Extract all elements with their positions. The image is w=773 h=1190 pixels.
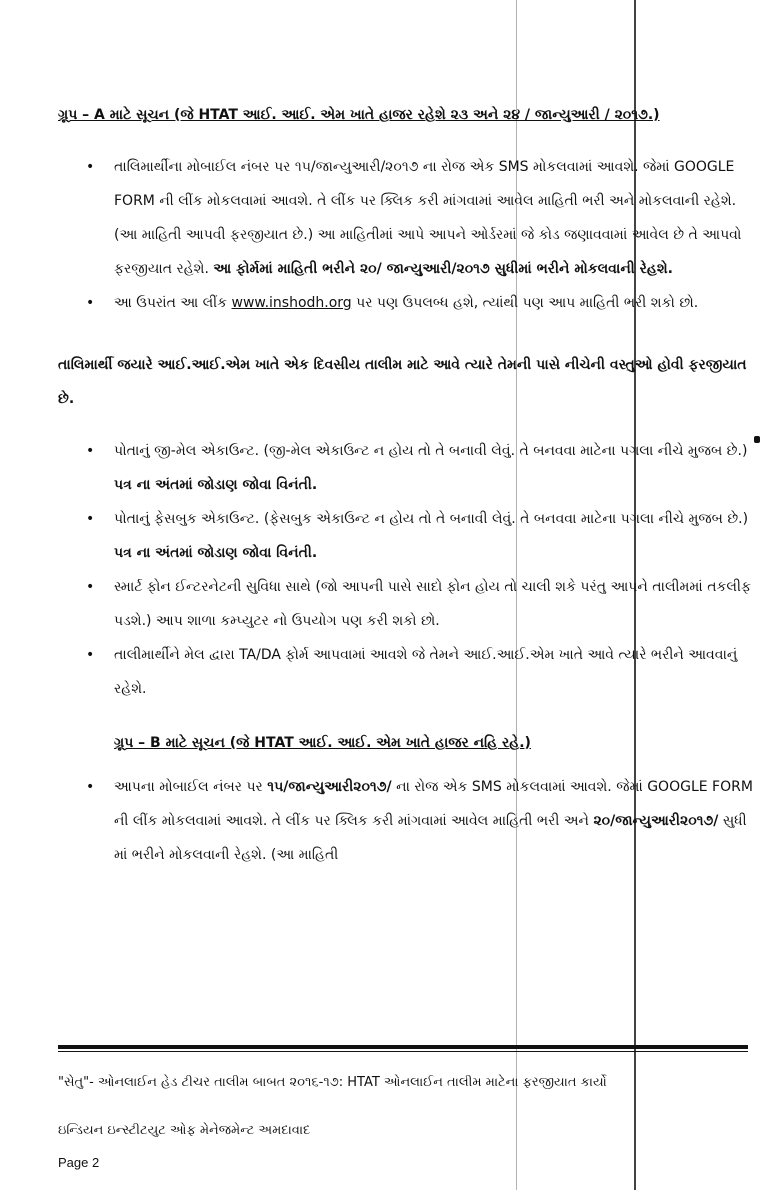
footer-divider-thin	[58, 1051, 748, 1052]
scan-speck	[754, 436, 760, 443]
list-item	[58, 286, 753, 320]
list-item-bold-text: ૨૦/જાન્યુઆરી૨૦૧૭/	[593, 813, 719, 829]
bullet-icon: •	[86, 159, 95, 175]
list-item-text: સ્માર્ટ ફોન ઈન્ટરનેટની સુવિધા સાથે (જો આપની પાસે સાદો ફોન હોય તો ચાલી શકે પરંતુ આપને તાલીમમાં તકલીફ પડશે.) આપ શાળા કમ્પ્યુટર નો ઉપયોગ પણ કરી શકો છો.	[114, 579, 751, 629]
list-item	[58, 434, 753, 502]
intro-paragraph: તાલિમાર્થી જયારે આઈ.આઈ.એમ ખાતે એક દિવસીય તાલીમ માટે આવે ત્યારે તેમની પાસે નીચેની વસ્તુઓ હોવી ફરજીયાત છે.	[58, 357, 747, 407]
list-item-text: પર પણ ઉપલબ્ધ હશે, ત્યાંથી પણ આપ માહિતી ભરી શકો છો.	[356, 295, 699, 311]
list-item-bold-text: પત્ર ના અંતમાં જોડાણ જોવા વિનંતી.	[114, 477, 318, 493]
document-body	[58, 98, 753, 872]
list-item-text: તાલિમાર્થીના મોબાઈલ નંબર પર ૧૫/જાન્યુઆરી/૨૦૧૭ ના રોજ એક SMS મોકલવામાં આવશે. જેમાં GOOGLE FORM ની લીંક મોકલવામાં આવશે. તે લીંક પર ક્લિક કરી માંગવામાં આવેલ માહિતી ભરી અને મોકલવાની રહેશે. (આ માહિતી આપવી ફરજીયાત છે.) આ માહિતીમાં આપે આપને ઓર્ડરમાં જે કોડ જણાવવામાં આવેલ છે તે આપવો ફરજીયાત રહેશે.	[114, 159, 742, 277]
list-item-bold-text: આ ફોર્મમાં માહિતી ભરીને ૨૦/ જાન્યુઆરી/૨૦૧૭ સુધીમાં ભરીને મોકલવાની રેહશે.	[213, 261, 673, 277]
list-item-text: તાલીમાર્થીને મેલ દ્વારા TA/DA ફોર્મ આપવામાં આવશે જે તેમને આઈ.આઈ.એમ ખાતે આવે ત્યારે ભરીને આવવાનું રહેશે.	[114, 647, 738, 697]
page-number: Page 2	[58, 1155, 100, 1170]
footer-title: "સેતુ"- ઓનલાઈન હેડ ટીચર તાલીમ બાબત ૨૦૧૬-૧૭: HTAT ઓનલાઈન તાલીમ માટેના ફરજીયાત કાર્યો	[58, 1075, 607, 1090]
list-item	[58, 150, 753, 286]
bullet-icon: •	[86, 779, 95, 795]
bullet-icon: •	[86, 647, 95, 663]
list-item	[58, 638, 753, 706]
bullet-icon: •	[86, 511, 95, 527]
group-a-heading: ગ્રૂપ – A માટે સૂચન (જે HTAT આઈ. આઈ. એમ ખાતે હાજર રહેશે ૨૩ અને ૨૪ / જાન્યુઆરી / ૨૦૧૭.)	[58, 107, 660, 123]
website-link[interactable]: www.inshodh.org	[231, 295, 352, 311]
list-item	[58, 770, 753, 872]
group-a-list	[58, 150, 753, 320]
footer-institute: ઇન્ડિયન ઇન્સ્ટીટયુટ ઓફ મેનેજમેન્ટ અમદાવાદ	[58, 1123, 311, 1138]
group-b-list	[58, 770, 753, 872]
list-item-text: પોતાનું ફેસબુક એકાઉન્ટ. (ફેસબુક એકાઉન્ટ ન હોય તો તે બનાવી લેવું. તે બનવવા માટેના પગલા નીચે મુજબ છે.)	[114, 511, 749, 527]
list-item	[58, 502, 753, 570]
list-item-text: આ ઉપરાંત આ લીંક	[114, 295, 228, 311]
list-item-text: પોતાનું જી-મેલ એકાઉન્ટ. (જી-મેલ એકાઉન્ટ ન હોય તો તે બનાવી લેવું. તે બનવવા માટેના પગલા નીચે મુજબ છે.)	[114, 443, 748, 459]
list-item	[58, 570, 753, 638]
list-item-text: સુધી માં ભરીને મોકલવાની રેહશે. (આ માહિતી	[114, 813, 747, 863]
bullet-icon: •	[86, 579, 95, 595]
list-item-bold-text: પત્ર ના અંતમાં જોડાણ જોવા વિનંતી.	[114, 545, 318, 561]
list-item-text: આપના મોબાઈલ નંબર પર	[114, 779, 263, 795]
requirements-list	[58, 434, 753, 706]
bullet-icon: •	[86, 295, 95, 311]
bullet-icon: •	[86, 443, 95, 459]
list-item-text: ના રોજ એક SMS મોકલવામાં આવશે. જેમાં GOOGLE FORM ની લીંક મોકલવામાં આવશે. તે લીંક પર ક્લિક કરી માંગવામાં આવેલ માહિતી ભરી અને	[114, 779, 753, 829]
list-item-bold-text: ૧૫/જાન્યુઆરી૨૦૧૭/	[267, 779, 392, 795]
group-b-heading: ગ્રૂપ – B માટે સૂચન (જે HTAT આઈ. આઈ. એમ ખાતે હાજર નહિ રહે.)	[114, 735, 531, 751]
footer-divider	[58, 1045, 748, 1049]
